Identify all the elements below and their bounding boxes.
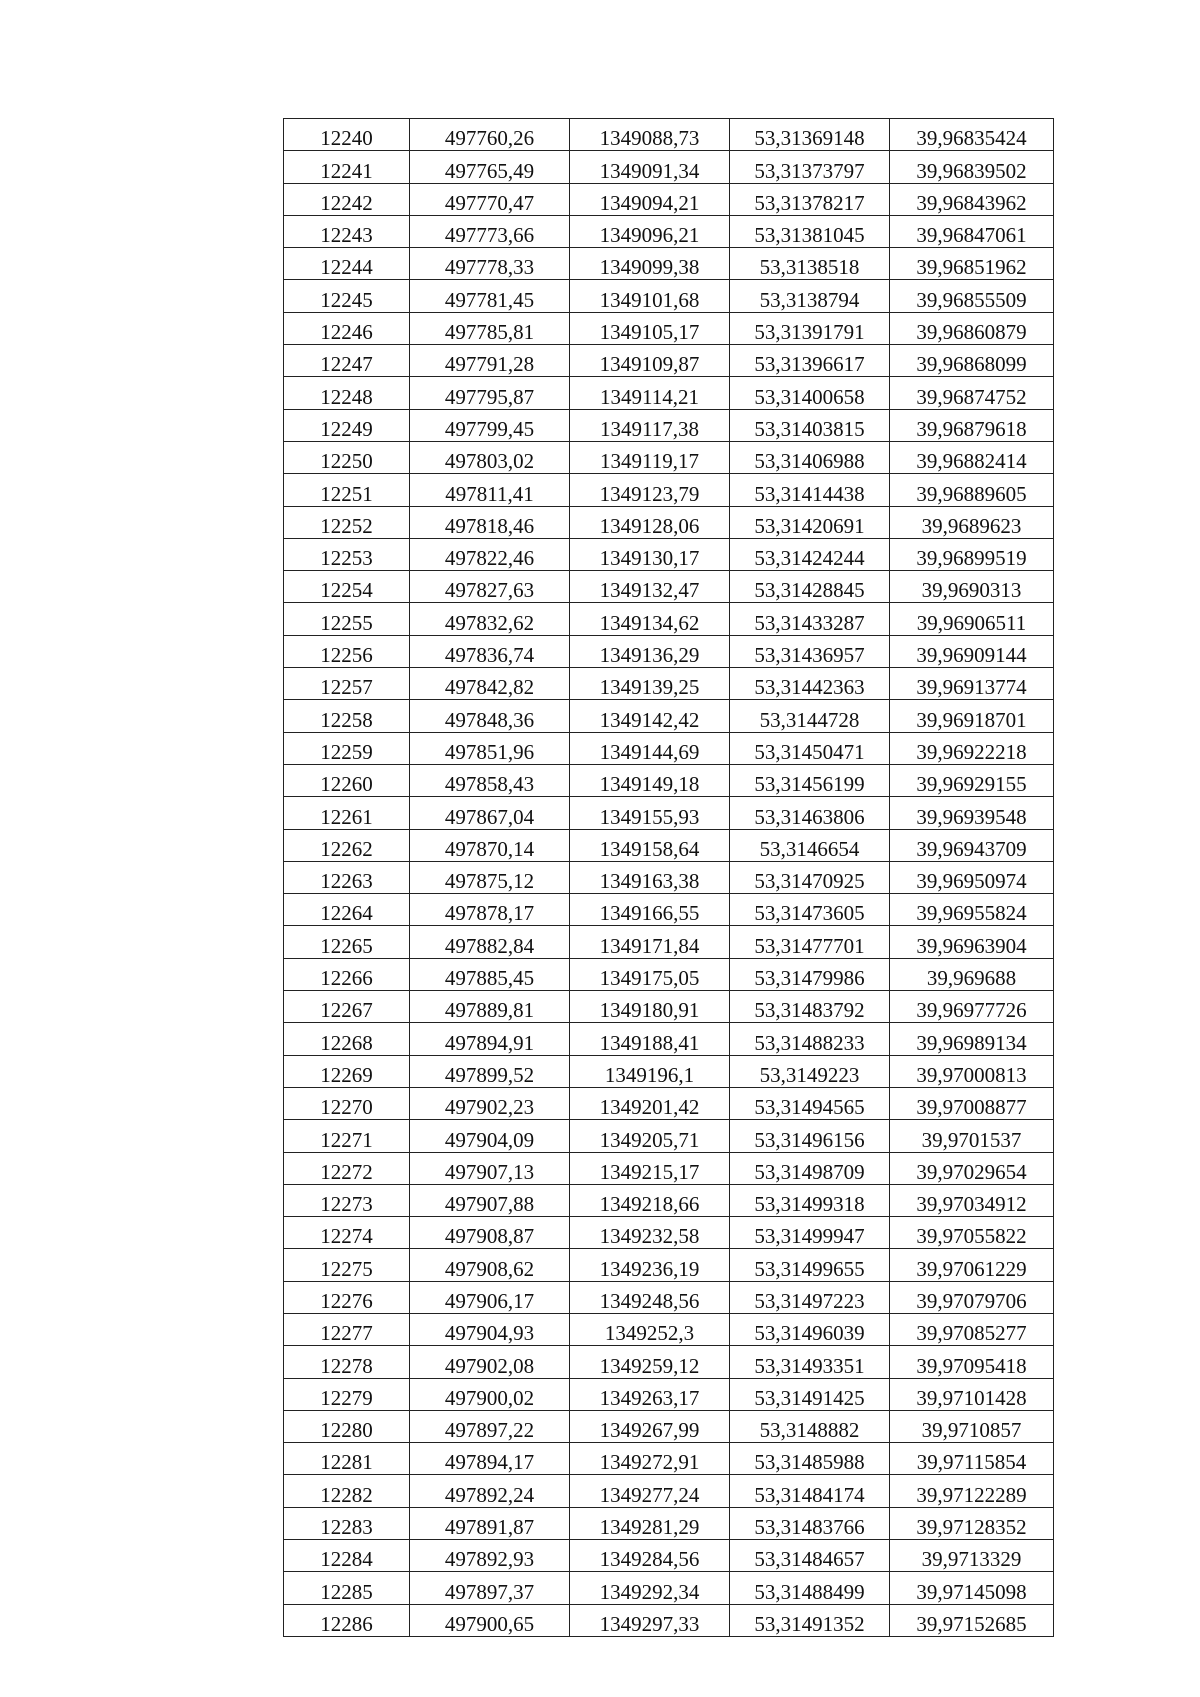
- table-row: [284, 1507, 1054, 1539]
- longitude-cell: 39,96860879: [890, 312, 1054, 344]
- longitude-cell: 39,97061229: [890, 1249, 1054, 1281]
- longitude-cell: 39,96955824: [890, 894, 1054, 926]
- x-coordinate-cell: 497906,17: [410, 1281, 570, 1313]
- y-coordinate-cell: 1349136,29: [570, 635, 730, 667]
- point-number-cell: 12241: [284, 151, 410, 183]
- latitude-cell: 53,31406988: [730, 441, 890, 473]
- y-coordinate-cell: 1349277,24: [570, 1475, 730, 1507]
- coordinates-table: [283, 118, 1054, 1637]
- x-coordinate-cell: 497885,45: [410, 958, 570, 990]
- x-coordinate-cell: 497899,52: [410, 1055, 570, 1087]
- latitude-cell: 53,31499318: [730, 1184, 890, 1216]
- point-number-cell: 12268: [284, 1023, 410, 1055]
- table-row: [284, 991, 1054, 1023]
- y-coordinate-cell: 1349232,58: [570, 1217, 730, 1249]
- point-number-cell: 12265: [284, 926, 410, 958]
- x-coordinate-cell: 497891,87: [410, 1507, 570, 1539]
- table-row: [284, 797, 1054, 829]
- x-coordinate-cell: 497870,14: [410, 829, 570, 861]
- point-number-cell: 12254: [284, 571, 410, 603]
- y-coordinate-cell: 1349175,05: [570, 958, 730, 990]
- point-number-cell: 12274: [284, 1217, 410, 1249]
- table-row: [284, 700, 1054, 732]
- y-coordinate-cell: 1349166,55: [570, 894, 730, 926]
- longitude-cell: 39,96847061: [890, 215, 1054, 247]
- table-row: [284, 1604, 1054, 1636]
- point-number-cell: 12266: [284, 958, 410, 990]
- table-row: [284, 377, 1054, 409]
- latitude-cell: 53,31494565: [730, 1087, 890, 1119]
- point-number-cell: 12271: [284, 1120, 410, 1152]
- latitude-cell: 53,31396617: [730, 345, 890, 377]
- longitude-cell: 39,96909144: [890, 635, 1054, 667]
- x-coordinate-cell: 497907,13: [410, 1152, 570, 1184]
- latitude-cell: 53,31488233: [730, 1023, 890, 1055]
- x-coordinate-cell: 497894,91: [410, 1023, 570, 1055]
- x-coordinate-cell: 497785,81: [410, 312, 570, 344]
- y-coordinate-cell: 1349117,38: [570, 409, 730, 441]
- y-coordinate-cell: 1349236,19: [570, 1249, 730, 1281]
- latitude-cell: 53,31456199: [730, 764, 890, 796]
- table-row: [284, 538, 1054, 570]
- y-coordinate-cell: 1349142,42: [570, 700, 730, 732]
- longitude-cell: 39,96922218: [890, 732, 1054, 764]
- latitude-cell: 53,3138794: [730, 280, 890, 312]
- x-coordinate-cell: 497907,88: [410, 1184, 570, 1216]
- longitude-cell: 39,96977726: [890, 991, 1054, 1023]
- table-row: [284, 1313, 1054, 1345]
- longitude-cell: 39,96882414: [890, 441, 1054, 473]
- table-row: [284, 1346, 1054, 1378]
- longitude-cell: 39,97115854: [890, 1443, 1054, 1475]
- longitude-cell: 39,97122289: [890, 1475, 1054, 1507]
- longitude-cell: 39,97034912: [890, 1184, 1054, 1216]
- table-row: [284, 926, 1054, 958]
- point-number-cell: 12261: [284, 797, 410, 829]
- longitude-cell: 39,96879618: [890, 409, 1054, 441]
- point-number-cell: 12252: [284, 506, 410, 538]
- point-number-cell: 12257: [284, 668, 410, 700]
- x-coordinate-cell: 497799,45: [410, 409, 570, 441]
- point-number-cell: 12276: [284, 1281, 410, 1313]
- point-number-cell: 12284: [284, 1540, 410, 1572]
- x-coordinate-cell: 497791,28: [410, 345, 570, 377]
- longitude-cell: 39,96874752: [890, 377, 1054, 409]
- longitude-cell: 39,96906511: [890, 603, 1054, 635]
- longitude-cell: 39,96899519: [890, 538, 1054, 570]
- table-row: [284, 1023, 1054, 1055]
- table-row: [284, 345, 1054, 377]
- longitude-cell: 39,97079706: [890, 1281, 1054, 1313]
- y-coordinate-cell: 1349123,79: [570, 474, 730, 506]
- y-coordinate-cell: 1349263,17: [570, 1378, 730, 1410]
- point-number-cell: 12286: [284, 1604, 410, 1636]
- x-coordinate-cell: 497811,41: [410, 474, 570, 506]
- longitude-cell: 39,96989134: [890, 1023, 1054, 1055]
- x-coordinate-cell: 497842,82: [410, 668, 570, 700]
- x-coordinate-cell: 497904,09: [410, 1120, 570, 1152]
- longitude-cell: 39,96843962: [890, 183, 1054, 215]
- latitude-cell: 53,31488499: [730, 1572, 890, 1604]
- point-number-cell: 12280: [284, 1410, 410, 1442]
- y-coordinate-cell: 1349196,1: [570, 1055, 730, 1087]
- table-row: [284, 958, 1054, 990]
- x-coordinate-cell: 497889,81: [410, 991, 570, 1023]
- longitude-cell: 39,96855509: [890, 280, 1054, 312]
- latitude-cell: 53,31491352: [730, 1604, 890, 1636]
- table-row: [284, 764, 1054, 796]
- latitude-cell: 53,31420691: [730, 506, 890, 538]
- point-number-cell: 12281: [284, 1443, 410, 1475]
- y-coordinate-cell: 1349281,29: [570, 1507, 730, 1539]
- point-number-cell: 12259: [284, 732, 410, 764]
- latitude-cell: 53,31479986: [730, 958, 890, 990]
- latitude-cell: 53,31450471: [730, 732, 890, 764]
- y-coordinate-cell: 1349132,47: [570, 571, 730, 603]
- longitude-cell: 39,96918701: [890, 700, 1054, 732]
- longitude-cell: 39,96839502: [890, 151, 1054, 183]
- x-coordinate-cell: 497832,62: [410, 603, 570, 635]
- point-number-cell: 12267: [284, 991, 410, 1023]
- x-coordinate-cell: 497765,49: [410, 151, 570, 183]
- longitude-cell: 39,97000813: [890, 1055, 1054, 1087]
- x-coordinate-cell: 497902,08: [410, 1346, 570, 1378]
- point-number-cell: 12282: [284, 1475, 410, 1507]
- x-coordinate-cell: 497882,84: [410, 926, 570, 958]
- longitude-cell: 39,96943709: [890, 829, 1054, 861]
- x-coordinate-cell: 497827,63: [410, 571, 570, 603]
- point-number-cell: 12251: [284, 474, 410, 506]
- x-coordinate-cell: 497803,02: [410, 441, 570, 473]
- y-coordinate-cell: 1349119,17: [570, 441, 730, 473]
- latitude-cell: 53,31378217: [730, 183, 890, 215]
- latitude-cell: 53,31499947: [730, 1217, 890, 1249]
- y-coordinate-cell: 1349218,66: [570, 1184, 730, 1216]
- point-number-cell: 12269: [284, 1055, 410, 1087]
- y-coordinate-cell: 1349171,84: [570, 926, 730, 958]
- table-row: [284, 183, 1054, 215]
- latitude-cell: 53,31477701: [730, 926, 890, 958]
- longitude-cell: 39,97101428: [890, 1378, 1054, 1410]
- latitude-cell: 53,31436957: [730, 635, 890, 667]
- x-coordinate-cell: 497878,17: [410, 894, 570, 926]
- y-coordinate-cell: 1349144,69: [570, 732, 730, 764]
- table-row: [284, 151, 1054, 183]
- latitude-cell: 53,31381045: [730, 215, 890, 247]
- y-coordinate-cell: 1349297,33: [570, 1604, 730, 1636]
- y-coordinate-cell: 1349205,71: [570, 1120, 730, 1152]
- x-coordinate-cell: 497908,87: [410, 1217, 570, 1249]
- longitude-cell: 39,97145098: [890, 1572, 1054, 1604]
- point-number-cell: 12283: [284, 1507, 410, 1539]
- longitude-cell: 39,96939548: [890, 797, 1054, 829]
- point-number-cell: 12256: [284, 635, 410, 667]
- longitude-cell: 39,96835424: [890, 119, 1054, 151]
- table-row: [284, 1572, 1054, 1604]
- point-number-cell: 12262: [284, 829, 410, 861]
- point-number-cell: 12272: [284, 1152, 410, 1184]
- point-number-cell: 12250: [284, 441, 410, 473]
- point-number-cell: 12242: [284, 183, 410, 215]
- table-row: [284, 1410, 1054, 1442]
- point-number-cell: 12273: [284, 1184, 410, 1216]
- longitude-cell: 39,96929155: [890, 764, 1054, 796]
- x-coordinate-cell: 497875,12: [410, 861, 570, 893]
- point-number-cell: 12277: [284, 1313, 410, 1345]
- y-coordinate-cell: 1349094,21: [570, 183, 730, 215]
- coordinates-table-wrapper: [283, 118, 1053, 1637]
- latitude-cell: 53,31403815: [730, 409, 890, 441]
- table-row: [284, 635, 1054, 667]
- latitude-cell: 53,31463806: [730, 797, 890, 829]
- longitude-cell: 39,97008877: [890, 1087, 1054, 1119]
- longitude-cell: 39,97152685: [890, 1604, 1054, 1636]
- latitude-cell: 53,31400658: [730, 377, 890, 409]
- table-row: [284, 1443, 1054, 1475]
- y-coordinate-cell: 1349215,17: [570, 1152, 730, 1184]
- latitude-cell: 53,3144728: [730, 700, 890, 732]
- y-coordinate-cell: 1349091,34: [570, 151, 730, 183]
- y-coordinate-cell: 1349088,73: [570, 119, 730, 151]
- table-row: [284, 668, 1054, 700]
- x-coordinate-cell: 497795,87: [410, 377, 570, 409]
- x-coordinate-cell: 497760,26: [410, 119, 570, 151]
- point-number-cell: 12270: [284, 1087, 410, 1119]
- x-coordinate-cell: 497892,93: [410, 1540, 570, 1572]
- latitude-cell: 53,31497223: [730, 1281, 890, 1313]
- longitude-cell: 39,96889605: [890, 474, 1054, 506]
- latitude-cell: 53,31391791: [730, 312, 890, 344]
- longitude-cell: 39,9701537: [890, 1120, 1054, 1152]
- latitude-cell: 53,31483792: [730, 991, 890, 1023]
- longitude-cell: 39,96963904: [890, 926, 1054, 958]
- table-row: [284, 248, 1054, 280]
- y-coordinate-cell: 1349130,17: [570, 538, 730, 570]
- x-coordinate-cell: 497822,46: [410, 538, 570, 570]
- table-row: [284, 1378, 1054, 1410]
- coordinates-table-body: [284, 119, 1054, 1637]
- table-row: [284, 861, 1054, 893]
- longitude-cell: 39,96868099: [890, 345, 1054, 377]
- x-coordinate-cell: 497900,02: [410, 1378, 570, 1410]
- x-coordinate-cell: 497773,66: [410, 215, 570, 247]
- table-row: [284, 409, 1054, 441]
- x-coordinate-cell: 497904,93: [410, 1313, 570, 1345]
- table-row: [284, 1184, 1054, 1216]
- table-row: [284, 603, 1054, 635]
- table-row: [284, 894, 1054, 926]
- longitude-cell: 39,97029654: [890, 1152, 1054, 1184]
- table-row: [284, 474, 1054, 506]
- point-number-cell: 12264: [284, 894, 410, 926]
- point-number-cell: 12243: [284, 215, 410, 247]
- longitude-cell: 39,97085277: [890, 1313, 1054, 1345]
- latitude-cell: 53,31428845: [730, 571, 890, 603]
- y-coordinate-cell: 1349105,17: [570, 312, 730, 344]
- latitude-cell: 53,31484657: [730, 1540, 890, 1572]
- y-coordinate-cell: 1349149,18: [570, 764, 730, 796]
- y-coordinate-cell: 1349267,99: [570, 1410, 730, 1442]
- table-row: [284, 732, 1054, 764]
- latitude-cell: 53,3138518: [730, 248, 890, 280]
- table-row: [284, 1087, 1054, 1119]
- table-row: [284, 829, 1054, 861]
- longitude-cell: 39,9713329: [890, 1540, 1054, 1572]
- x-coordinate-cell: 497908,62: [410, 1249, 570, 1281]
- point-number-cell: 12245: [284, 280, 410, 312]
- y-coordinate-cell: 1349101,68: [570, 280, 730, 312]
- table-row: [284, 506, 1054, 538]
- x-coordinate-cell: 497867,04: [410, 797, 570, 829]
- x-coordinate-cell: 497900,65: [410, 1604, 570, 1636]
- point-number-cell: 12247: [284, 345, 410, 377]
- y-coordinate-cell: 1349128,06: [570, 506, 730, 538]
- longitude-cell: 39,97128352: [890, 1507, 1054, 1539]
- y-coordinate-cell: 1349109,87: [570, 345, 730, 377]
- x-coordinate-cell: 497892,24: [410, 1475, 570, 1507]
- longitude-cell: 39,97095418: [890, 1346, 1054, 1378]
- x-coordinate-cell: 497894,17: [410, 1443, 570, 1475]
- latitude-cell: 53,3146654: [730, 829, 890, 861]
- table-row: [284, 1120, 1054, 1152]
- table-row: [284, 1249, 1054, 1281]
- longitude-cell: 39,9710857: [890, 1410, 1054, 1442]
- point-number-cell: 12246: [284, 312, 410, 344]
- y-coordinate-cell: 1349259,12: [570, 1346, 730, 1378]
- point-number-cell: 12255: [284, 603, 410, 635]
- latitude-cell: 53,31496039: [730, 1313, 890, 1345]
- longitude-cell: 39,96851962: [890, 248, 1054, 280]
- table-row: [284, 1281, 1054, 1313]
- y-coordinate-cell: 1349139,25: [570, 668, 730, 700]
- point-number-cell: 12248: [284, 377, 410, 409]
- latitude-cell: 53,31485988: [730, 1443, 890, 1475]
- y-coordinate-cell: 1349248,56: [570, 1281, 730, 1313]
- y-coordinate-cell: 1349201,42: [570, 1087, 730, 1119]
- table-row: [284, 1475, 1054, 1507]
- latitude-cell: 53,31473605: [730, 894, 890, 926]
- x-coordinate-cell: 497781,45: [410, 280, 570, 312]
- longitude-cell: 39,96950974: [890, 861, 1054, 893]
- latitude-cell: 53,31414438: [730, 474, 890, 506]
- table-row: [284, 1540, 1054, 1572]
- x-coordinate-cell: 497778,33: [410, 248, 570, 280]
- latitude-cell: 53,3149223: [730, 1055, 890, 1087]
- table-row: [284, 280, 1054, 312]
- x-coordinate-cell: 497897,37: [410, 1572, 570, 1604]
- latitude-cell: 53,31499655: [730, 1249, 890, 1281]
- y-coordinate-cell: 1349292,34: [570, 1572, 730, 1604]
- latitude-cell: 53,31442363: [730, 668, 890, 700]
- x-coordinate-cell: 497836,74: [410, 635, 570, 667]
- y-coordinate-cell: 1349134,62: [570, 603, 730, 635]
- point-number-cell: 12279: [284, 1378, 410, 1410]
- point-number-cell: 12258: [284, 700, 410, 732]
- table-row: [284, 312, 1054, 344]
- point-number-cell: 12244: [284, 248, 410, 280]
- x-coordinate-cell: 497897,22: [410, 1410, 570, 1442]
- latitude-cell: 53,31424244: [730, 538, 890, 570]
- y-coordinate-cell: 1349163,38: [570, 861, 730, 893]
- point-number-cell: 12263: [284, 861, 410, 893]
- table-row: [284, 1152, 1054, 1184]
- table-row: [284, 571, 1054, 603]
- x-coordinate-cell: 497858,43: [410, 764, 570, 796]
- table-row: [284, 1217, 1054, 1249]
- latitude-cell: 53,31493351: [730, 1346, 890, 1378]
- point-number-cell: 12253: [284, 538, 410, 570]
- x-coordinate-cell: 497851,96: [410, 732, 570, 764]
- table-row: [284, 441, 1054, 473]
- point-number-cell: 12285: [284, 1572, 410, 1604]
- table-row: [284, 215, 1054, 247]
- latitude-cell: 53,3148882: [730, 1410, 890, 1442]
- table-row: [284, 119, 1054, 151]
- latitude-cell: 53,31470925: [730, 861, 890, 893]
- longitude-cell: 39,9690313: [890, 571, 1054, 603]
- point-number-cell: 12278: [284, 1346, 410, 1378]
- x-coordinate-cell: 497848,36: [410, 700, 570, 732]
- longitude-cell: 39,969688: [890, 958, 1054, 990]
- y-coordinate-cell: 1349188,41: [570, 1023, 730, 1055]
- longitude-cell: 39,9689623: [890, 506, 1054, 538]
- point-number-cell: 12249: [284, 409, 410, 441]
- y-coordinate-cell: 1349180,91: [570, 991, 730, 1023]
- latitude-cell: 53,31373797: [730, 151, 890, 183]
- y-coordinate-cell: 1349114,21: [570, 377, 730, 409]
- x-coordinate-cell: 497902,23: [410, 1087, 570, 1119]
- y-coordinate-cell: 1349284,56: [570, 1540, 730, 1572]
- point-number-cell: 12260: [284, 764, 410, 796]
- point-number-cell: 12275: [284, 1249, 410, 1281]
- y-coordinate-cell: 1349155,93: [570, 797, 730, 829]
- latitude-cell: 53,31496156: [730, 1120, 890, 1152]
- x-coordinate-cell: 497770,47: [410, 183, 570, 215]
- y-coordinate-cell: 1349096,21: [570, 215, 730, 247]
- latitude-cell: 53,31498709: [730, 1152, 890, 1184]
- table-row: [284, 1055, 1054, 1087]
- latitude-cell: 53,31483766: [730, 1507, 890, 1539]
- latitude-cell: 53,31491425: [730, 1378, 890, 1410]
- latitude-cell: 53,31433287: [730, 603, 890, 635]
- y-coordinate-cell: 1349099,38: [570, 248, 730, 280]
- y-coordinate-cell: 1349252,3: [570, 1313, 730, 1345]
- longitude-cell: 39,96913774: [890, 668, 1054, 700]
- x-coordinate-cell: 497818,46: [410, 506, 570, 538]
- latitude-cell: 53,31484174: [730, 1475, 890, 1507]
- latitude-cell: 53,31369148: [730, 119, 890, 151]
- y-coordinate-cell: 1349272,91: [570, 1443, 730, 1475]
- point-number-cell: 12240: [284, 119, 410, 151]
- y-coordinate-cell: 1349158,64: [570, 829, 730, 861]
- longitude-cell: 39,97055822: [890, 1217, 1054, 1249]
